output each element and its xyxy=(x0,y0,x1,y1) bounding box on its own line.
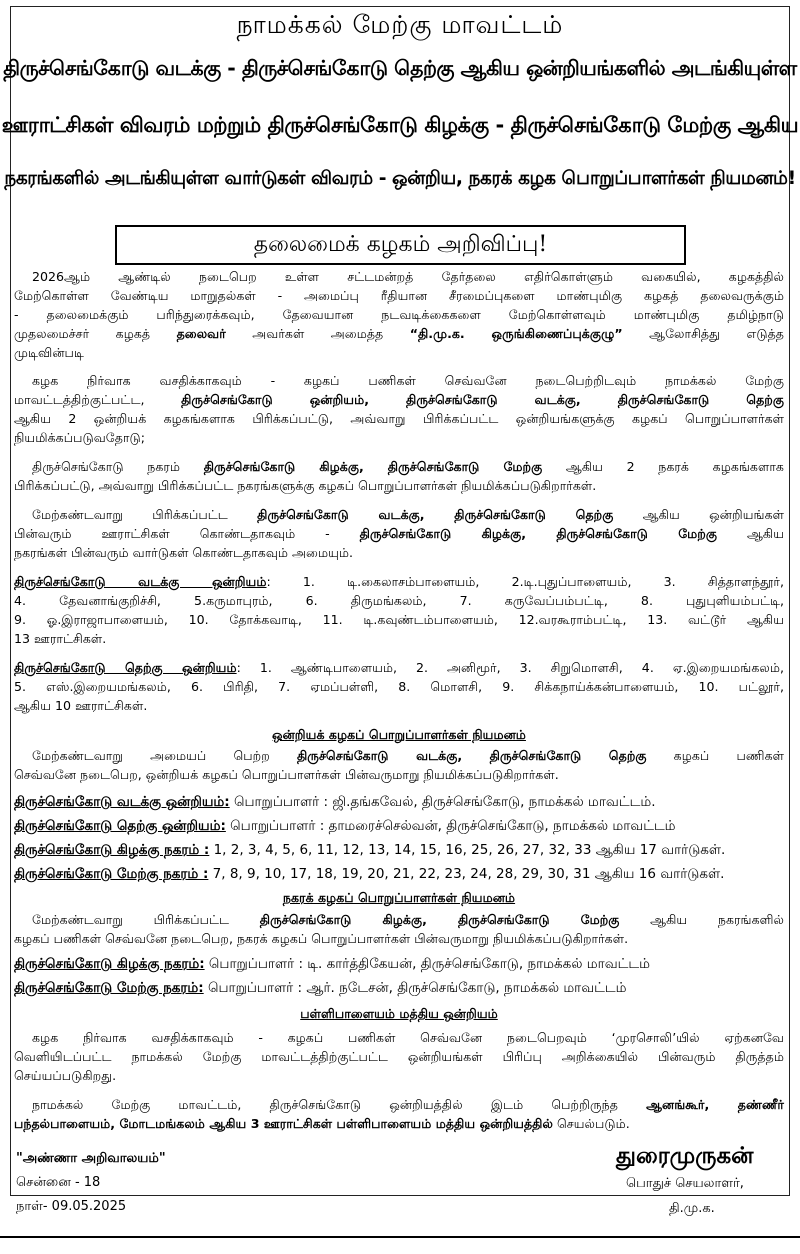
pallipalayam-line: பந்தல்பாளையம், மோடமங்கலம் ஆகிய 3 ஊராட்சிகள் பள்ளிபாளையம் மத்திய ஒன்றியத்தில் செயல்படும். xyxy=(14,1116,630,1131)
para2-line: கழக நிர்வாக வசதிக்காகவும் - கழகப் பணிகள் செவ்வனே நடைபெற்றிடவும் நாமக்கல் மேற்கு xyxy=(32,373,784,388)
signatory-name: துரைமுருகன் xyxy=(616,1143,754,1169)
para1-line: - தலைமைக்கும் பரிந்துரைக்கவும், தேவையான நடவடிக்கைகளை மேற்கொள்ளவும் மாண்புமிகு தமிழ்நாடு xyxy=(14,307,784,322)
south-union-line: திருச்செங்கோடு தெற்கு ஒன்றியம்: 1. ஆண்டிபாளையம், 2. அனிமூர், 3. சிறுமொளசி, 4. ஏ.இறையமங்கலம், xyxy=(14,660,784,675)
notice-date: நாள்- 09.05.2025 xyxy=(16,1199,127,1214)
para4-line: மேற்கண்டவாறு பிரிக்கப்பட்ட திருச்செங்கோடு வடக்கு, திருச்செங்கோடு தெற்கு ஆகிய ஒன்றியங்கள் xyxy=(32,507,785,522)
pallipalayam-line: கழக நிர்வாக வசதிக்காகவும் - கழகப் பணிகள் செவ்வனே நடைபெறவும் ‘முரசொலி’யில் ஏற்கனவே xyxy=(32,1030,784,1045)
south-union-line: 5. எஸ்.இறையமங்கலம், 6. பிரிதி, 7. ஏமப்பள்ளி, 8. மொளசி, 9. சிக்கநாய்க்கன்பாளையம், 10. பட்லூர், xyxy=(14,679,784,694)
para2-line: நியமிக்கப்படுவதோடு; xyxy=(14,430,145,445)
north-union-line: திருச்செங்கோடு வடக்கு ஒன்றியம்: 1. டி.கைலாசம்பாளையம், 2.டி.புதுப்பாளையம், 3. சித்தாளந்தூர், xyxy=(14,574,785,589)
east-town-appointee: திருச்செங்கோடு கிழக்கு நகரம்: பொறுப்பாளர் : டி. கார்த்திகேயன், திருச்செங்கோடு, நாமக்கல் மாவட்டம் xyxy=(14,956,650,972)
notice-title-box: தலைமைக் கழகம் அறிவிப்பு! xyxy=(115,225,686,265)
district-heading: நாமக்கல் மேற்கு மாவட்டம் xyxy=(236,10,564,39)
signatory-title: பொதுச் செயலாளர், xyxy=(626,1176,744,1191)
union-sec-line: மேற்கண்டவாறு அமையப் பெற்ற திருச்செங்கோடு வடக்கு, திருச்செங்கோடு தெற்கு கழகப் பணிகள் xyxy=(32,748,784,763)
west-town-wards: திருச்செங்கோடு மேற்கு நகரம் : 7, 8, 9, 10, 17, 18, 19, 20, 21, 22, 23, 24, 28, 29, 30, 31 ஆகிய 16 வார்டுகள். xyxy=(14,866,725,882)
town-appointments-heading: நகரக் கழகப் பொறுப்பாளர்கள் நியமனம் xyxy=(282,890,516,905)
para4-line: பின்வரும் ஊராட்சிகள் கொண்டதாகவும் - திருச்செங்கோடு கிழக்கு, திருச்செங்கோடு மேற்கு ஆகிய xyxy=(14,526,784,541)
headline-line-2: ஊராட்சிகள் விவரம் மற்றும் திருச்செங்கோடு கிழக்கு - திருச்செங்கோடு மேற்கு ஆகிய xyxy=(1,112,799,137)
pallipalayam-line: வெளியிடப்பட்ட நாமக்கல் மேற்கு மாவட்டத்திற்குட்பட்ட ஒன்றியங்கள் பிரிப்பு அறிக்கையில் பின்வரும் திருத்தம் xyxy=(14,1049,784,1064)
north-union-line: 9. ஓ.இராஜாபாளையம், 10. தோக்கவாடி, 11. டி.கவுண்டம்பாளையம், 12.வரகூராம்பட்டி, 13. வட்டூர் ஆகிய xyxy=(14,612,784,627)
para4-line: நகரங்கள் பின்வரும் வார்டுகள் கொண்டதாகவும் அமையும். xyxy=(14,545,354,560)
para1-line: மேற்கொள்ள வேண்டிய மாறுதல்கள் - அமைப்பு ரீதியான சீரமைப்புகளை மாண்புமிகு கழகத் தலைவருக்கும் xyxy=(14,288,784,303)
union-sec-line: செவ்வனே நடைபெற, ஒன்றியக் கழகப் பொறுப்பாளர்கள் பின்வருமாறு நியமிக்கப்படுகிறார்கள். xyxy=(14,767,559,782)
south-union-appointee: திருச்செங்கோடு தெற்கு ஒன்றியம்: பொறுப்பாளர் : தாமரைச்செல்வன், திருச்செங்கோடு, நாமக்கல் மாவட்டம் xyxy=(14,818,676,834)
south-union-line: ஆகிய 10 ஊராட்சிகள். xyxy=(14,698,148,713)
bottom-rule xyxy=(0,1236,800,1238)
office-city: சென்னை - 18 xyxy=(16,1175,101,1190)
para2-line: ஆகிய 2 ஒன்றியக் கழகங்களாக பிரிக்கப்பட்டு, அவ்வாறு பிரிக்கப்பட்ட ஒன்றியங்களுக்கு கழகப் பொறுப்பாளர்கள் xyxy=(14,411,784,426)
signatory-party: தி.மு.க. xyxy=(669,1201,715,1216)
north-union-line: 4. தேவனாங்குறிச்சி, 5.கருமாபுரம், 6. திருமங்கலம், 7. கருவேப்பம்பட்டி, 8. புதுபுளியம்பட்டி, xyxy=(14,593,784,608)
para1-line: முடிவின்படி xyxy=(14,345,84,360)
para1-line: முதலமைச்சர் கழகத் தலைவர் அவர்கள் அமைத்த “தி.மு.க. ஒருங்கிணைப்புக்குழு” ஆலோசித்து எடுத்த xyxy=(14,326,784,341)
pallipalayam-line: நாமக்கல் மேற்கு மாவட்டம், திருச்செங்கோடு ஒன்றியத்தில் இடம் பெற்றிருந்த ஆனங்கூர், தண்ணீர் xyxy=(32,1097,784,1112)
para3-line: திருச்செங்கோடு நகரம் திருச்செங்கோடு கிழக்கு, திருச்செங்கோடு மேற்கு ஆகிய 2 நகரக் கழகங்களாக xyxy=(32,459,784,474)
north-union-appointee: திருச்செங்கோடு வடக்கு ஒன்றியம்: பொறுப்பாளர் : ஜி.தங்கவேல், திருச்செங்கோடு, நாமக்கல் மாவட்டம். xyxy=(14,794,656,810)
headline-line-3: நகரங்களில் அடங்கியுள்ள வார்டுகள் விவரம் - ஒன்றிய, நகரக் கழக பொறுப்பாளர்கள் நியமனம்! xyxy=(4,168,796,189)
north-union-line: 13 ஊராட்சிகள். xyxy=(14,631,107,646)
town-sec-line: மேற்கண்டவாறு பிரிக்கப்பட்ட திருச்செங்கோடு கிழக்கு, திருச்செங்கோடு மேற்கு ஆகிய நகரங்களில் xyxy=(32,912,785,927)
pallipalayam-line: செய்யப்படுகிறது. xyxy=(14,1068,117,1083)
west-town-appointee: திருச்செங்கோடு மேற்கு நகரம்: பொறுப்பாளர் : ஆர். நடேசன், திருச்செங்கோடு, நாமக்கல் மாவட்டம் xyxy=(14,980,627,996)
pallipalayam-heading: பள்ளிபாளையம் மத்திய ஒன்றியம் xyxy=(300,1006,498,1021)
east-town-wards: திருச்செங்கோடு கிழக்கு நகரம் : 1, 2, 3, 4, 5, 6, 11, 12, 13, 14, 15, 16, 25, 26, 27, 32, 33 ஆகிய 17 வார்டுகள். xyxy=(14,842,726,858)
town-sec-line: கழகப் பணிகள் செவ்வனே நடைபெற, நகரக் கழகப் பொறுப்பாளர்கள் பின்வருமாறு நியமிக்கப்படுகிறார்கள். xyxy=(14,931,629,946)
union-appointments-heading: ஒன்றியக் கழகப் பொறுப்பாளர்கள் நியமனம் xyxy=(272,727,526,742)
para3-line: பிரிக்கப்பட்டு, அவ்வாறு பிரிக்கப்பட்ட நகரங்களுக்கு கழகப் பொறுப்பாளர்கள் நியமிக்கப்படுகிறார்கள். xyxy=(14,478,597,493)
office-name: "அண்ணா அறிவாலயம்" xyxy=(16,1151,166,1166)
para1-line: 2026ஆம் ஆண்டில் நடைபெற உள்ள சட்டமன்றத் தேர்தலை எதிர்கொள்ளும் வகையில், கழகத்தில் xyxy=(32,269,784,284)
headline-line-1: திருச்செங்கோடு வடக்கு - திருச்செங்கோடு தெற்கு ஆகிய ஒன்றியங்களில் அடங்கியுள்ள xyxy=(3,56,797,80)
para2-line: மாவட்டத்திற்குட்பட்ட, திருச்செங்கோடு ஒன்றியம், திருச்செங்கோடு வடக்கு, திருச்செங்கோடு தெற்கு xyxy=(14,392,784,407)
